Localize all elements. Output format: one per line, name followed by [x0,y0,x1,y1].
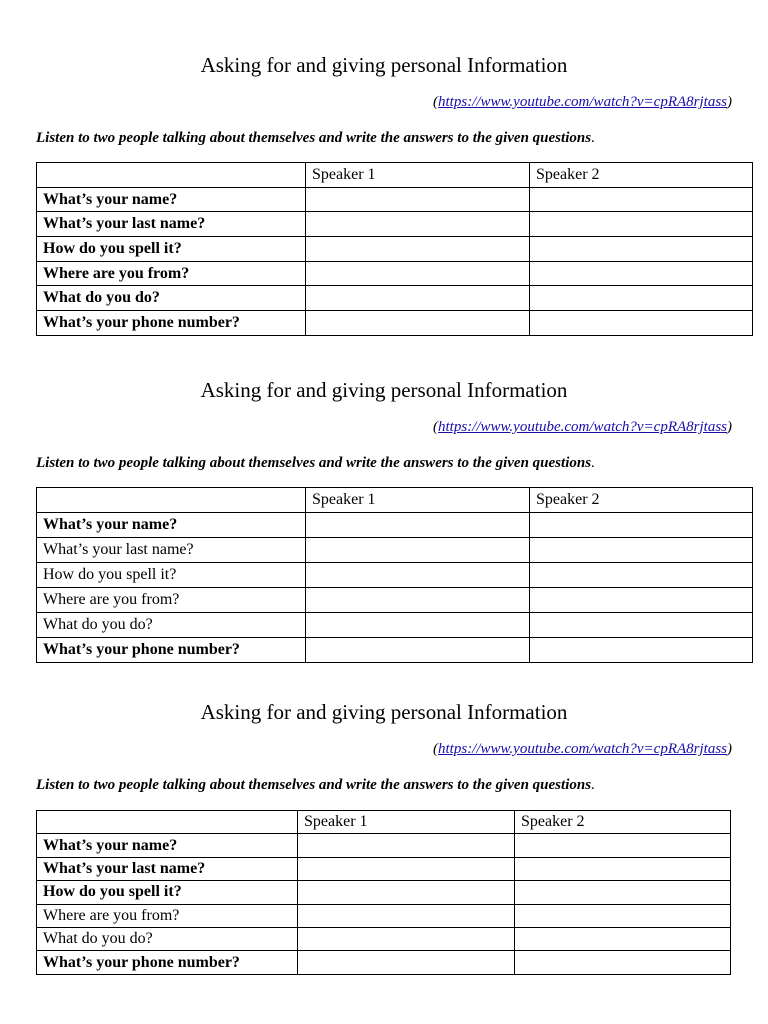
video-link[interactable]: https://www.youtube.com/watch?v=cpRA8rjtass [438,419,727,435]
link-close-paren: ) [727,94,732,110]
instruction-period: . [591,130,595,146]
question-cell: What do you do? [37,613,306,638]
table-row [37,212,753,237]
speaker-1-answer-cell[interactable] [306,311,530,336]
speaker-2-answer-cell[interactable] [530,187,753,212]
speaker-2-answer-cell[interactable] [530,286,753,311]
speaker-2-answer-cell[interactable] [530,638,753,663]
table-row [37,261,753,286]
speaker-1-answer-cell[interactable] [298,927,515,950]
table-row [37,513,753,538]
instruction-text [36,128,595,148]
table-row [37,538,753,563]
header-speaker-2: Speaker 2 [530,163,753,188]
speaker-2-answer-cell[interactable] [515,927,731,950]
speaker-2-answer-cell[interactable] [515,857,731,880]
speaker-2-answer-cell[interactable] [530,513,753,538]
question-cell: What do you do? [37,927,298,950]
table-row [37,904,731,927]
question-cell: How do you spell it? [37,563,306,588]
instruction-period: . [591,455,595,471]
instruction-period: . [591,777,595,793]
video-link-line [433,92,732,112]
video-link-line [433,739,732,759]
table-row [37,857,731,880]
link-close-paren: ) [727,419,732,435]
instruction-text [36,453,595,473]
video-link[interactable]: https://www.youtube.com/watch?v=cpRA8rjtass [438,94,727,110]
speaker-2-answer-cell[interactable] [530,311,753,336]
question-cell: What’s your last name? [37,857,298,880]
question-cell: What’s your phone number? [37,638,306,663]
speaker-2-answer-cell[interactable] [530,588,753,613]
question-cell: What’s your last name? [37,212,306,237]
video-link[interactable]: https://www.youtube.com/watch?v=cpRA8rjtass [438,741,727,757]
table-row [37,588,753,613]
header-blank-cell [37,488,306,513]
table-row [37,286,753,311]
speaker-1-answer-cell[interactable] [306,286,530,311]
worksheet-title: Asking for and giving personal Information [200,53,568,77]
question-cell: What’s your name? [37,187,306,212]
table-row [37,881,731,904]
header-speaker-1: Speaker 1 [306,488,530,513]
header-speaker-2: Speaker 2 [530,488,753,513]
link-open-paren: ( [433,741,439,757]
speaker-2-answer-cell[interactable] [530,563,753,588]
link-open-paren: ( [433,94,439,110]
table-row [37,187,753,212]
answer-table [36,810,731,975]
speaker-1-answer-cell[interactable] [306,212,530,237]
question-cell: How do you spell it? [37,881,298,904]
header-speaker-1: Speaker 1 [306,163,530,188]
question-cell: Where are you from? [37,904,298,927]
worksheet-title: Asking for and giving personal Information [200,378,568,402]
table-row [37,613,753,638]
header-blank-cell [37,811,298,834]
instruction-body: Listen to two people talking about themselves and write the answers to the given questions [36,130,592,146]
table-row [37,563,753,588]
speaker-2-answer-cell[interactable] [530,613,753,638]
speaker-2-answer-cell[interactable] [515,881,731,904]
speaker-1-answer-cell[interactable] [298,834,515,857]
table-row [37,951,731,974]
question-cell: How do you spell it? [37,237,306,262]
header-speaker-1: Speaker 1 [298,811,515,834]
speaker-2-answer-cell[interactable] [530,538,753,563]
table-row [37,927,731,950]
speaker-1-answer-cell[interactable] [306,563,530,588]
speaker-2-answer-cell[interactable] [515,834,731,857]
worksheet-title: Asking for and giving personal Information [200,700,568,724]
speaker-1-answer-cell[interactable] [306,613,530,638]
instruction-body: Listen to two people talking about themselves and write the answers to the given questions [36,455,592,471]
video-link-line [433,417,732,437]
instruction-text [36,775,595,795]
question-cell: What’s your last name? [37,538,306,563]
speaker-2-answer-cell[interactable] [515,904,731,927]
speaker-1-answer-cell[interactable] [306,187,530,212]
table-row [37,834,731,857]
speaker-1-answer-cell[interactable] [298,951,515,974]
header-speaker-2: Speaker 2 [515,811,731,834]
speaker-1-answer-cell[interactable] [306,588,530,613]
table-row [37,638,753,663]
speaker-1-answer-cell[interactable] [306,638,530,663]
speaker-1-answer-cell[interactable] [298,881,515,904]
question-cell: What’s your phone number? [37,311,306,336]
speaker-1-answer-cell[interactable] [306,261,530,286]
link-open-paren: ( [433,419,439,435]
question-cell: What do you do? [37,286,306,311]
question-cell: Where are you from? [37,261,306,286]
answer-table [36,162,753,336]
speaker-1-answer-cell[interactable] [306,513,530,538]
question-cell: What’s your name? [37,513,306,538]
speaker-1-answer-cell[interactable] [298,904,515,927]
speaker-1-answer-cell[interactable] [306,237,530,262]
speaker-1-answer-cell[interactable] [306,538,530,563]
instruction-body: Listen to two people talking about themselves and write the answers to the given questions [36,777,592,793]
table-row [37,237,753,262]
header-blank-cell [37,163,306,188]
answer-table [36,487,753,663]
speaker-1-answer-cell[interactable] [298,857,515,880]
table-row [37,311,753,336]
question-cell: What’s your phone number? [37,951,298,974]
speaker-2-answer-cell[interactable] [515,951,731,974]
table-header-row [37,811,731,834]
table-header-row [37,163,753,188]
speaker-2-answer-cell[interactable] [530,237,753,262]
question-cell: What’s your name? [37,834,298,857]
speaker-2-answer-cell[interactable] [530,212,753,237]
question-cell: Where are you from? [37,588,306,613]
speaker-2-answer-cell[interactable] [530,261,753,286]
link-close-paren: ) [727,741,732,757]
table-header-row [37,488,753,513]
